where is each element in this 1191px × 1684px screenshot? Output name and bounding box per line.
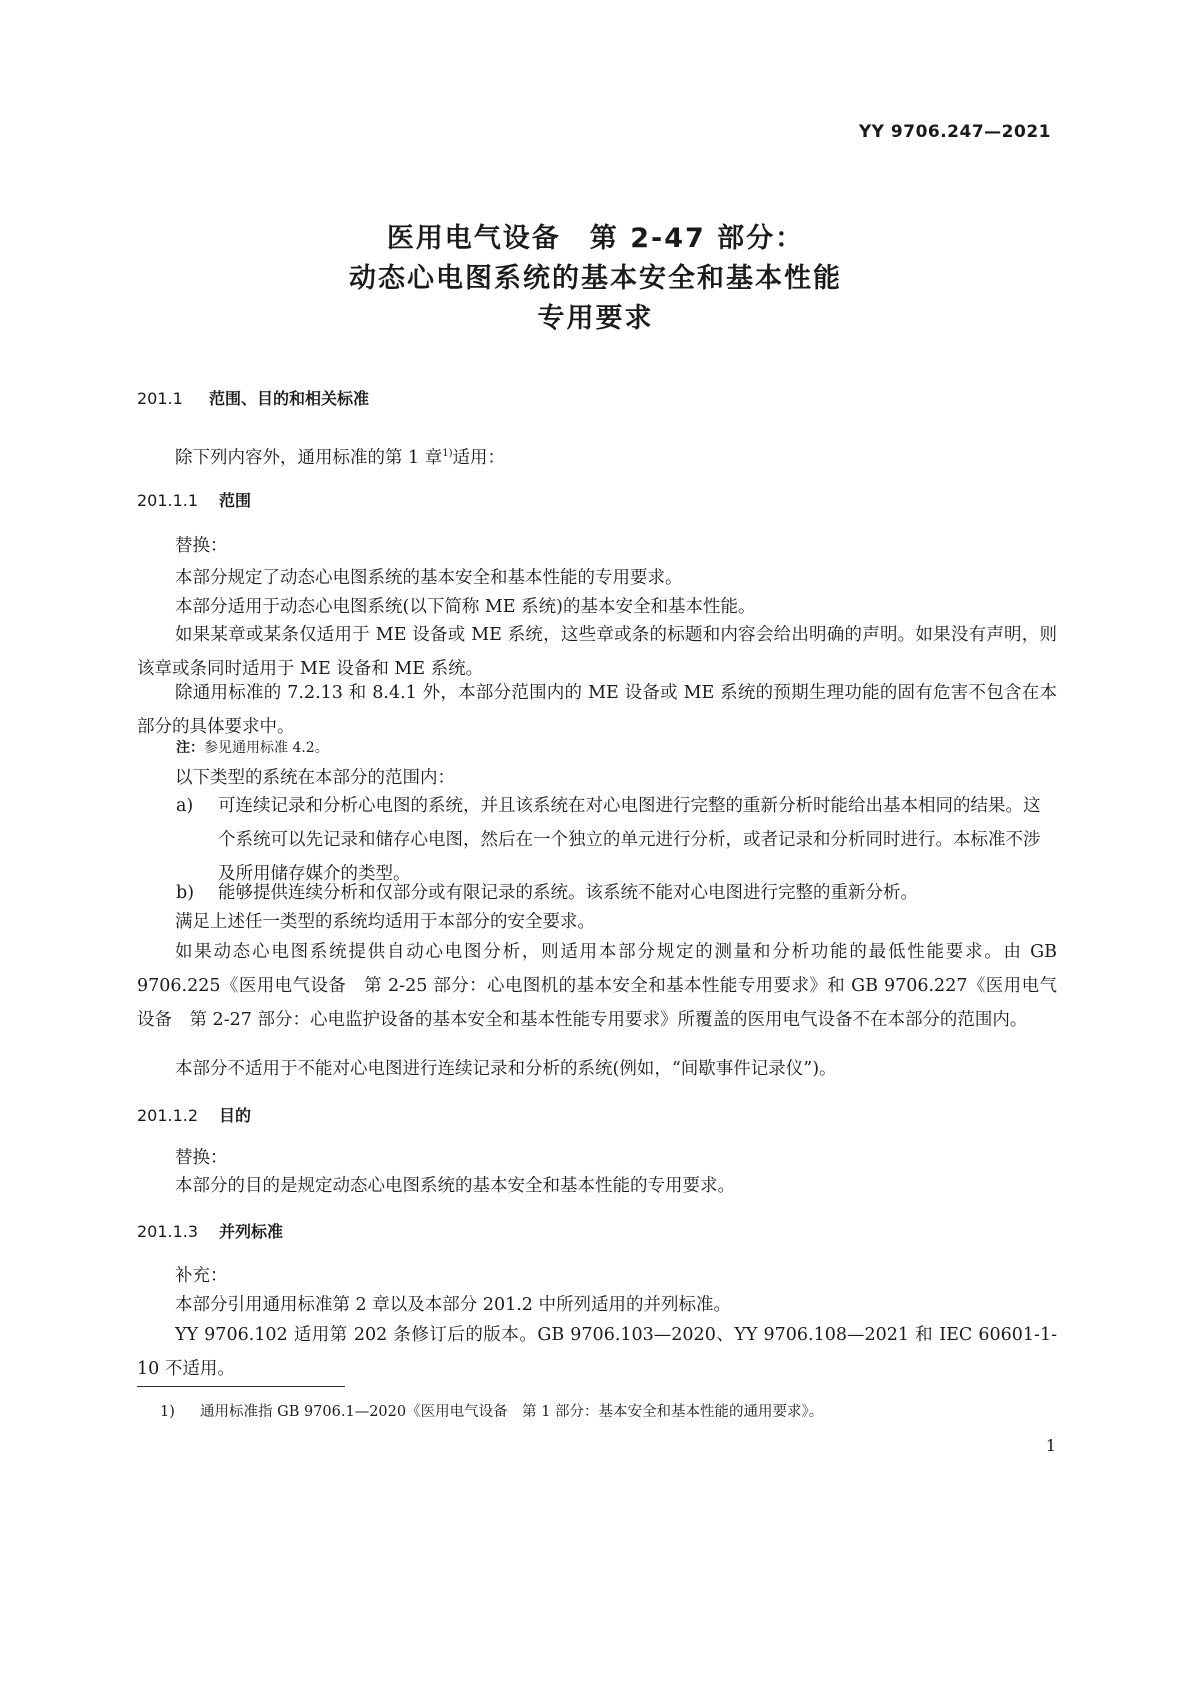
heading-number: 201.1.1 [137,491,199,510]
note-label: 注： [176,740,204,756]
heading-title: 范围、目的和相关标准 [209,389,370,408]
heading-201-1-1 [137,488,251,511]
footnote-label: 1) [160,1404,175,1420]
heading-number: 201.1.3 [137,1222,199,1241]
intro-text: 除下列内容外，通用标准的第 1 章 [175,447,443,468]
heading-title: 目的 [219,1106,252,1125]
heading-201-1-2 [137,1103,251,1126]
note [176,737,329,757]
purpose-paragraph: 本部分的目的是规定动态心电图系统的基本安全和基本性能的专用要求。 [175,1176,735,1196]
scope-paragraph-2: 本部分适用于动态心电图系统(以下简称 ME 系统)的基本安全和基本性能。 [175,597,756,617]
scope-paragraph-8: 本部分不适用于不能对心电图进行连续记录和分析的系统(例如，“间歇事件记录仪”)。 [175,1059,837,1079]
scope-paragraph-6: 满足上述任一类型的系统均适用于本部分的安全要求。 [175,912,595,932]
intro-text-end: 适用： [452,447,506,468]
replace-label: 替换： [175,1148,228,1168]
heading-201-1-3 [137,1219,283,1242]
footnote-text: 通用标准指 GB 9706.1—2020《医用电气设备 第 1 部分：基本安全和基本性能的通用要求》。 [200,1404,824,1420]
scope-paragraph-5: 以下类型的系统在本部分的范围内： [175,768,455,788]
scope-paragraph-1: 本部分规定了动态心电图系统的基本安全和基本性能的专用要求。 [175,568,683,588]
scope-paragraph-4: 除通用标准的 7.2.13 和 8.4.1 外，本部分范围内的 ME 设备或 ME 系统的预期生理功能的固有危害不包含在本部分的具体要求中。 [137,683,1057,737]
list-item-text: 能够提供连续分析和仅部分或有限记录的系统。该系统不能对心电图进行完整的重新分析。 [218,883,918,903]
footnote-separator [137,1386,345,1387]
footnote-ref[interactable]: 1) [442,448,453,459]
title-line-1: 医用电气设备 第 2-47 部分： [386,223,805,254]
heading-title: 并列标准 [219,1222,284,1241]
note-text: 参见通用标准 4.2。 [204,740,329,756]
footnote [160,1400,823,1421]
list-item-text: 可连续记录和分析心电图的系统，并且该系统在对心电图进行完整的重新分析时能给出基本相同的结果。这个系统可以先记录和储存心电图，然后在一个独立的单元进行分析，或者记录和分析同时进行。本标准不涉及所用储存媒介的类型。 [218,796,1041,884]
heading-201-1 [137,386,369,409]
list-item-label: a) [176,796,194,816]
page-number: 1 [1045,1436,1056,1455]
title-line-3: 专用要求 [537,303,654,334]
collateral-paragraph-1: 本部分引用通用标准第 2 章以及本部分 201.2 中所列适用的并列标准。 [175,1295,731,1315]
scope-paragraph-7: 如果动态心电图系统提供自动心电图分析，则适用本部分规定的测量和分析功能的最低性能要求。由 GB 9706.225《医用电气设备 第 2-25 部分：心电图机的基本安全和基本性能专用要求》和 GB 9706.227《医用电气设备 第 2-27 部分：心电监护设备的基本安全和基本性能专用要求》所覆盖的医用电气设备不在本部分的范围内。 [137,942,1057,1030]
list-item-label: b) [176,883,195,903]
heading-number: 201.1.2 [137,1106,199,1125]
heading-title: 范围 [219,491,252,510]
replace-label: 替换： [175,536,228,556]
collateral-paragraph-2: YY 9706.102 适用第 202 条修订后的版本。GB 9706.103—2020、YY 9706.108—2021 和 IEC 60601-1-10 不适用。 [137,1325,1057,1379]
title-line-2: 动态心电图系统的基本安全和基本性能 [349,263,842,294]
intro-paragraph [137,437,1057,475]
heading-number: 201.1 [137,389,183,408]
standard-number: YY 9706.247—2021 [858,122,1051,142]
add-label: 补充： [175,1266,228,1286]
scope-paragraph-3: 如果某章或某条仅适用于 ME 设备或 ME 系统，这些章或条的标题和内容会给出明确的声明。如果没有声明，则该章或条同时适用于 ME 设备和 ME 系统。 [137,625,1057,679]
